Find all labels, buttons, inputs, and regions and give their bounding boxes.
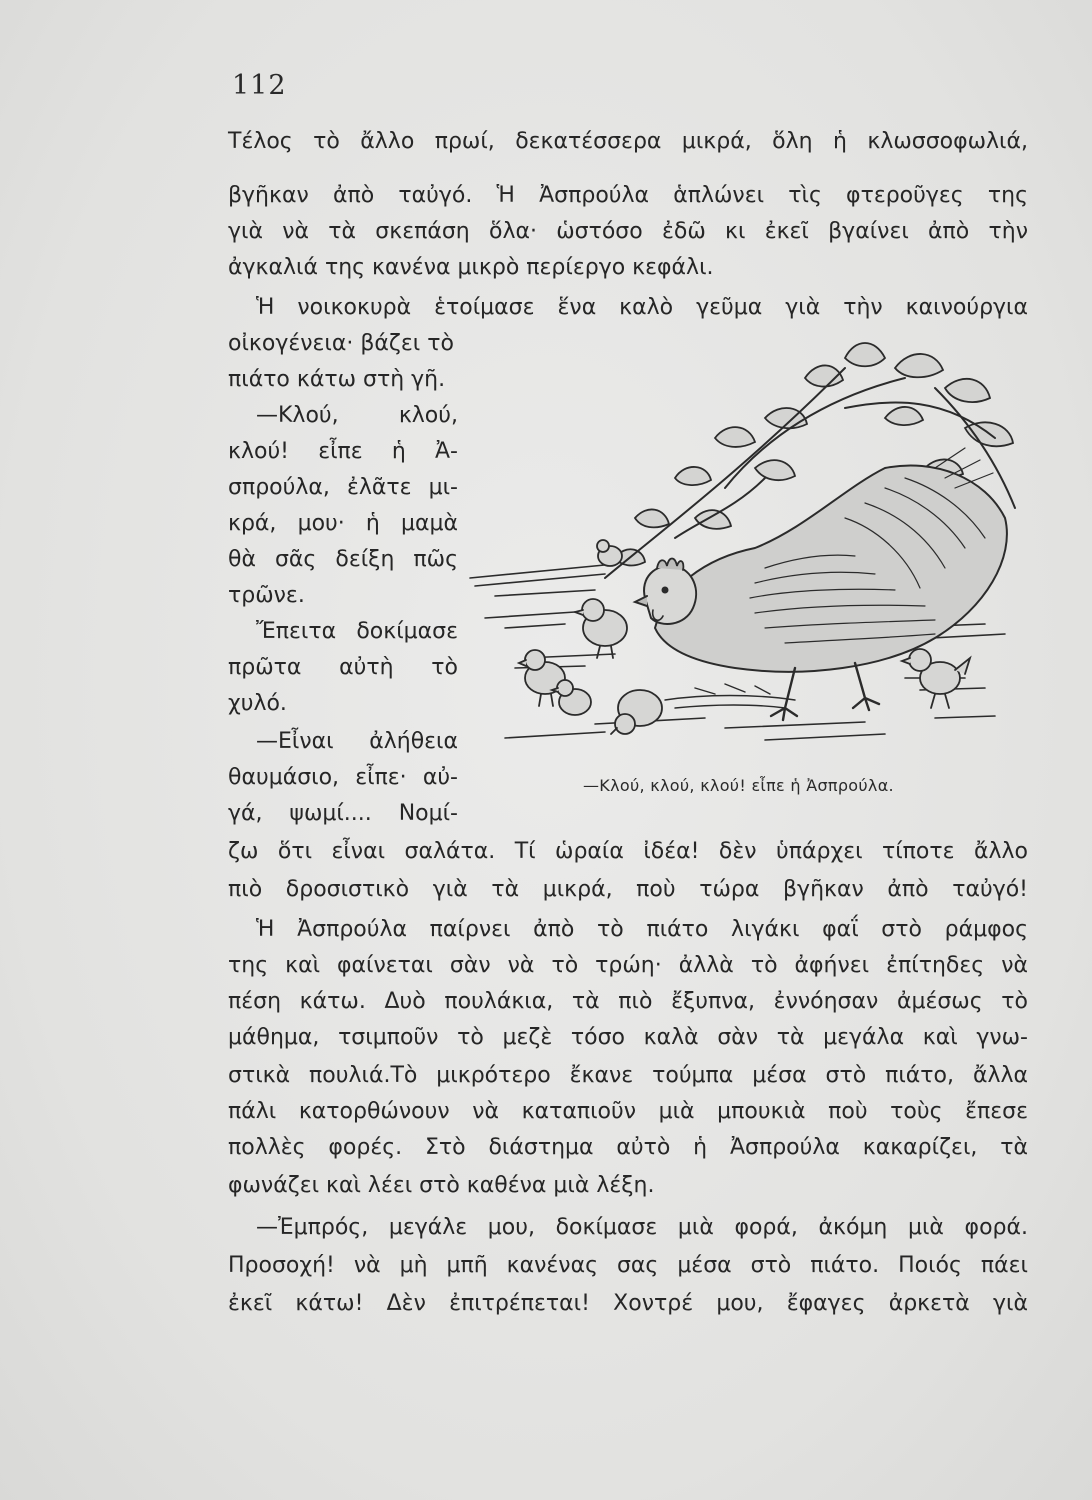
- text-line: ἐκεῖ κάτω! Δὲν ἐπιτρέπεται! Χοντρέ μου, ἔφαγες ἀρκετὰ γιὰ: [228, 1291, 1028, 1316]
- text-line: γιὰ νὰ τὰ σκεπάση ὅλα· ὡστόσο ἐδῶ κι ἐκεῖ βγαίνει ἀπὸ τὴν: [228, 219, 1028, 244]
- hen-with-chicks-illustration: [465, 328, 1035, 768]
- text-line: κλού! εἶπε ἡ Ἀ-: [228, 439, 458, 464]
- text-line: —Εἶναι ἀλήθεια: [256, 729, 458, 754]
- text-line: της καὶ φαίνεται σὰν νὰ τὸ τρώη· ἀλλὰ τὸ ἀφήνει ἐπίτηδες νὰ: [228, 953, 1028, 978]
- text-line: πάλι κατορθώνουν νὰ καταπιοῦν μιὰ μπουκιὰ ποὺ τοὺς ἔπεσε: [228, 1099, 1028, 1124]
- text-line: —Κλού, κλού,: [256, 403, 458, 428]
- text-line: Τέλος τὸ ἄλλο πρωί, δεκατέσσερα μικρά, ὅλη ἡ κλωσσοφωλιά,: [228, 129, 1028, 154]
- text-line: σπρούλα, ἐλᾶτε μι-: [228, 475, 458, 500]
- text-line: Ἡ Ἀσπρούλα παίρνει ἀπὸ τὸ πιάτο λιγάκι φαΐ στὸ ράμφος: [256, 917, 1028, 942]
- text-line: γά, ψωμί.... Νομί-: [228, 801, 458, 826]
- text-line: ἀγκαλιά της κανένα μικρὸ περίεργο κεφάλι.: [228, 255, 714, 280]
- text-line: πιάτο κάτω στὴ γῆ.: [228, 367, 446, 392]
- text-line: βγῆκαν ἀπὸ ταὐγό. Ἡ Ἀσπρούλα ἁπλώνει τὶς φτεροῦγες της: [228, 183, 1028, 208]
- illustration-caption: —Κλού, κλού, κλού! εἶπε ἡ Ἀσπρούλα.: [583, 776, 894, 795]
- text-line: Ἔπειτα δοκίμασε: [256, 619, 458, 644]
- text-line: χυλό.: [228, 691, 287, 716]
- text-line: πολλὲς φορές. Στὸ διάστημα αὐτὸ ἡ Ἀσπρούλα κακαρίζει, τὰ: [228, 1135, 1028, 1160]
- text-line: Ἡ νοικοκυρὰ ἑτοίμασε ἕνα καλὸ γεῦμα γιὰ τὴν καινούργια: [256, 295, 1028, 320]
- text-line: φωνάζει καὶ λέει στὸ καθένα μιὰ λέξη.: [228, 1173, 655, 1198]
- text-line: πέση κάτω. Δυὸ πουλάκια, τὰ πιὸ ἔξυπνα, ἐννόησαν ἀμέσως τὸ: [228, 989, 1028, 1014]
- text-line: —Ἐμπρός, μεγάλε μου, δοκίμασε μιὰ φορά, ἀκόμη μιὰ φορά.: [256, 1215, 1028, 1240]
- text-line: θαυμάσιο, εἶπε· αὐ-: [228, 765, 458, 790]
- text-line: πιὸ δροσιστικὸ γιὰ τὰ μικρά, ποὺ τώρα βγῆκαν ἀπὸ ταὐγό!: [228, 877, 1028, 902]
- page-number: 112: [232, 70, 287, 101]
- text-line: τρῶνε.: [228, 583, 305, 608]
- text-line: Προσοχή! νὰ μὴ μπῆ κανένας σας μέσα στὸ πιάτο. Ποιός πάει: [228, 1253, 1028, 1278]
- text-line: στικὰ πουλιά.Τὸ μικρότερο ἔκανε τούμπα μέσα στὸ πιάτο, ἄλλα: [228, 1063, 1028, 1088]
- text-line: θὰ σᾶς δείξη πῶς: [228, 547, 458, 572]
- text-line: πρῶτα αὐτὴ τὸ: [228, 655, 458, 680]
- text-line: οἰκογένεια· βάζει τὸ: [228, 331, 454, 356]
- text-line: μάθημα, τσιμποῦν τὸ μεζὲ τόσο καλὰ σὰν τὰ μεγάλα καὶ γνω-: [228, 1025, 1028, 1050]
- text-line: ζω ὅτι εἶναι σαλάτα. Τί ὡραία ἰδέα! δὲν ὑπάρχει τίποτε ἄλλο: [228, 839, 1028, 864]
- text-line: κρά, μου· ἡ μαμὰ: [228, 511, 458, 536]
